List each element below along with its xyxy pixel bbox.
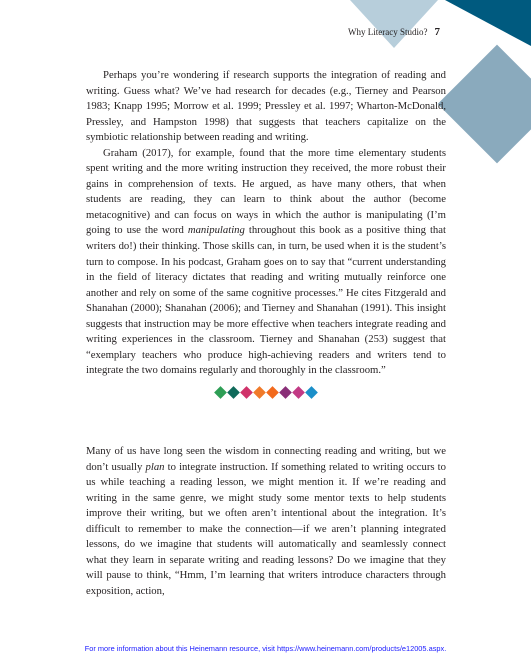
paragraph-2-part-b: throughout this book as a positive thing that writers do!) their thinking. Those skills can, in turn, be used when it is the student’s turn to compose. In his podcast, Graham goes on to say that “current understanding in the field of literacy dictates that reading and writing mutually reinforce one another and rely on some of the same cognitive processes.” He cites Fitzgerald and Shanahan (2000); Shanahan (2006); and Tierney and Shanahan (1991). This insight suggests that instruction may be more effective when teachers integrate reading and writing experiences in the classroom. Tierney and Shanahan (253) suggest that “exemplary teachers who produce high-achieving readers and writers tend to integrate the two domains regularly and thoroughly in the classroom.” (86, 224, 446, 377)
section-2-text (86, 444, 446, 599)
emphasis-manipulating: manipulating (187, 224, 245, 237)
divider-diamond-4 (253, 386, 266, 399)
footer-link[interactable]: For more information about this Heinemann resource, visit https://www.heinemann.com/products/e12005.aspx. (84, 644, 447, 653)
emphasis-plan: plan (145, 460, 165, 473)
divider-diamond-1 (214, 386, 227, 399)
paragraph-2-part-a: Graham (2017), for example, found that the more time elementary students spent writing and the more writing instruction they received, the more robust their gains in comprehension of texts. He argued, as have many others, that when students are reading, they can learn to think about the author (become metacognitive) and can focus on ways in which the author is manipulating (I’m going to use the word (86, 146, 446, 237)
paragraph-1: Perhaps you’re wondering if research supports the integration of reading and writing. Guess what? We’ve had research for decades (e.g., Tierney and Pearson 1983; Knapp 1995; Morrow et al. 1999; Pressley et al. 1997; Wharton-McDonald, Pressley, and Hampston 1998) that suggests that teachers capitalize on the symbiotic relationship between reading and writing. (86, 69, 446, 144)
divider-diamond-8 (305, 386, 318, 399)
section-divider (200, 386, 330, 400)
divider-diamond-6 (279, 386, 292, 399)
divider-diamond-5 (266, 386, 279, 399)
section-1-text (86, 68, 446, 379)
paragraph-3-part-b: to integrate instruction. If something related to writing occurs to us while teaching a reading lesson, we might mention it. If we’re reading and writing in the same genre, we might study some mentor texts to help students improve their writing, but we often aren’t intentional about the integration. It’s difficult to remember to make the connection—if we aren’t planning integrated lessons, do we imagine that students will automatically and seamlessly connect what they learn in separate writing and reading lessons? Do we imagine that they will pause to think, “Hmm, I’m learning that writers introduce characters through exposition, action, (86, 460, 446, 597)
running-head (300, 26, 440, 38)
corner-diamond (438, 45, 531, 164)
paragraph-3 (86, 444, 446, 599)
corner-triangle-dark (445, 0, 531, 46)
corner-triangle-light (350, 0, 438, 48)
divider-diamond-7 (292, 386, 305, 399)
page-number: 7 (434, 26, 440, 38)
divider-diamond-2 (227, 386, 240, 399)
paragraph-2 (86, 146, 446, 379)
running-title: Why Literacy Studio? (348, 27, 428, 37)
divider-diamond-3 (240, 386, 253, 399)
paragraph-3-part-a: Many of us have long seen the wisdom in connecting reading and writing, but we don’t usually (86, 445, 446, 473)
